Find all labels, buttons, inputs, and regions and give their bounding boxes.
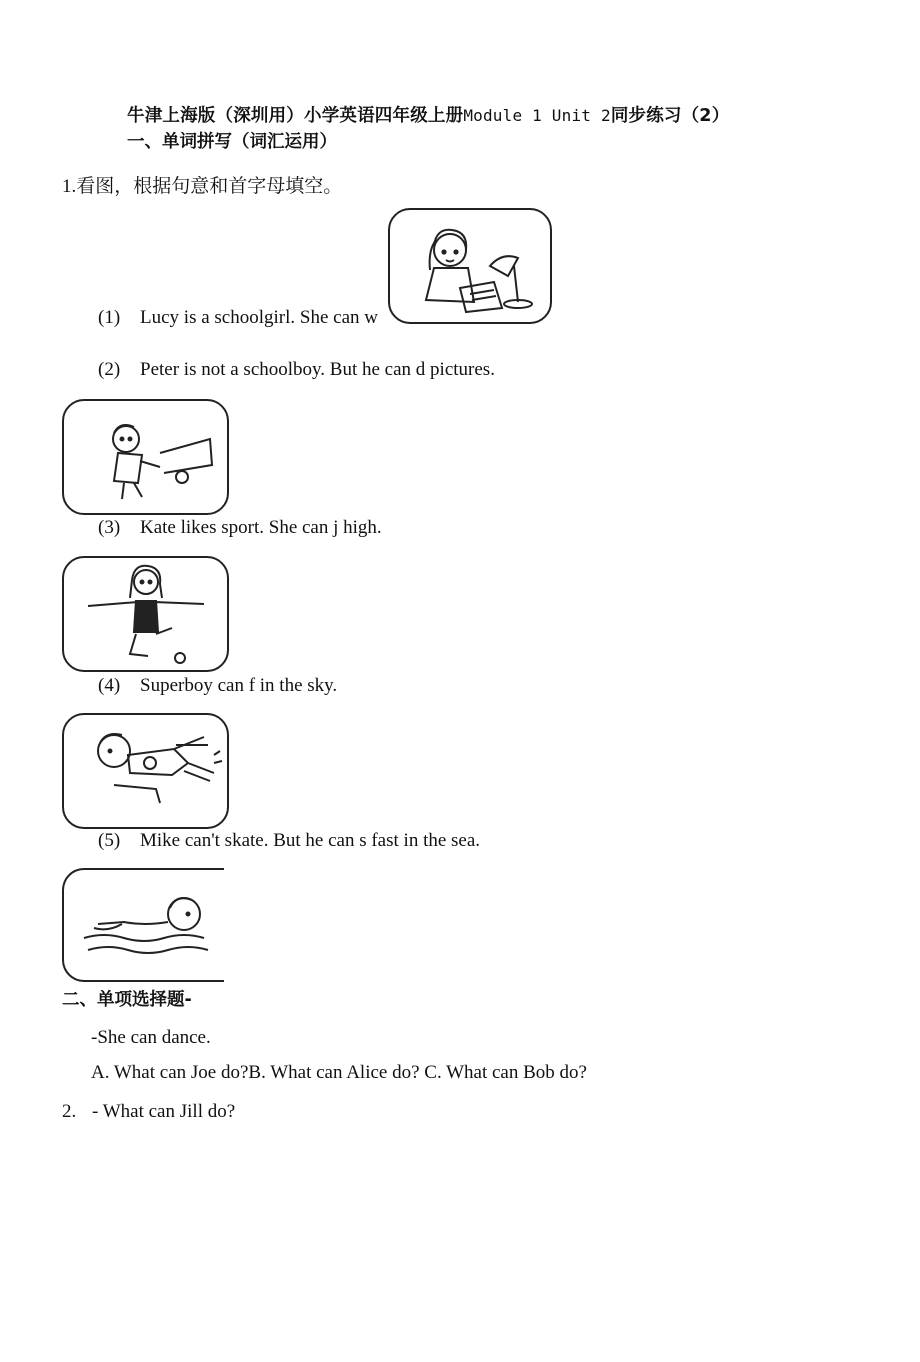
item-text: Kate likes sport. She can j high.	[140, 517, 382, 538]
girl-writing-icon	[388, 208, 552, 324]
section1-heading: 一、单词拼写（词汇运用）	[127, 132, 337, 152]
question1-label: 1.看图，根据句意和首字母填空。	[62, 176, 343, 197]
list-item	[98, 517, 382, 539]
item-number: (2)	[98, 359, 121, 380]
item-number: (1)	[98, 307, 121, 328]
choice-options-line: A. What can Joe do?B. What can Alice do? C. What can Bob do?	[91, 1062, 587, 1083]
boy-swimming-icon	[62, 868, 224, 982]
item-text: Mike can't skate. But he can s fast in the sea.	[140, 830, 481, 851]
question2-number: 2.	[62, 1101, 77, 1122]
item-text: Superboy can f in the sky.	[140, 675, 338, 696]
list-item	[98, 675, 337, 697]
page-title	[127, 102, 729, 127]
list-item	[98, 830, 480, 852]
item-text: Peter is not a schoolboy. But he can d pictures.	[140, 359, 495, 380]
title-suffix: 同步练习（2）	[610, 106, 730, 126]
question2	[62, 1101, 235, 1123]
choice-answer-line: -She can dance.	[91, 1027, 211, 1048]
item-number: (5)	[98, 830, 121, 851]
title-prefix: 牛津上海版（深圳用）小学英语四年级上册	[127, 106, 464, 126]
title-module: Module 1 Unit 2	[463, 106, 611, 125]
section2-heading: 二、单项选择题-	[62, 990, 192, 1010]
list-item	[98, 307, 378, 329]
item-number: (3)	[98, 517, 121, 538]
girl-jumping-icon	[62, 556, 229, 672]
item-number: (4)	[98, 675, 121, 696]
list-item	[98, 359, 495, 381]
superboy-flying-icon	[62, 713, 229, 829]
question2-text: - What can Jill do?	[92, 1101, 236, 1122]
boy-drawing-icon	[62, 399, 229, 515]
item-text: Lucy is a schoolgirl. She can w	[140, 307, 378, 328]
